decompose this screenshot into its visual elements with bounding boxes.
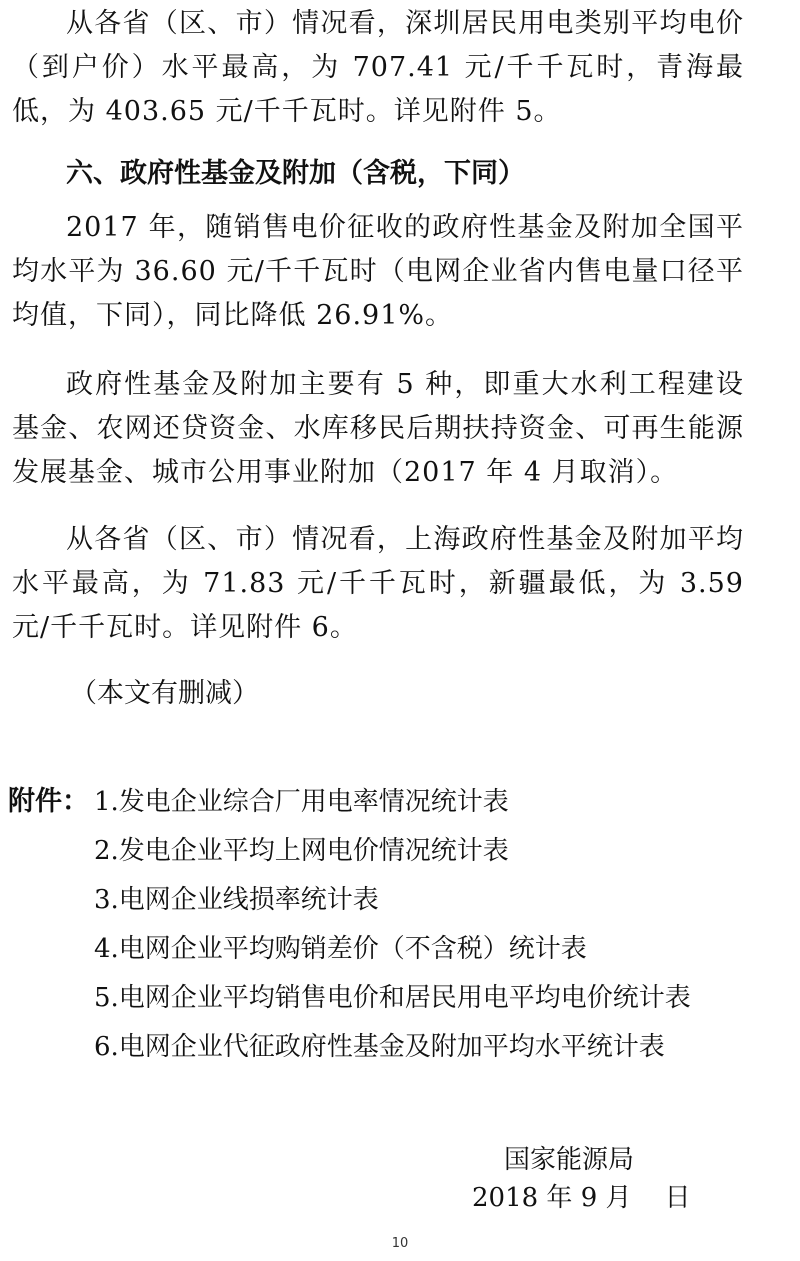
paragraph-fund-by-province: 从各省（区、市）情况看，上海政府性基金及附加平均水平最高，为 71.83 元/千千瓦时，新疆最低，为 3.59 元/千千瓦时。详见附件 6。 — [12, 524, 744, 643]
attachment-item: 2.发电企业平均上网电价情况统计表 — [94, 836, 509, 866]
attachment-item: 6.电网企业代征政府性基金及附加平均水平统计表 — [94, 1032, 665, 1062]
attachments-label: 附件： — [8, 786, 89, 817]
attachment-item: 5.电网企业平均销售电价和居民用电平均电价统计表 — [94, 983, 691, 1013]
signature-date: 2018 年 9 月 日 — [472, 1183, 691, 1213]
abridged-note: （本文有删减） — [70, 678, 259, 709]
attachments-list — [94, 780, 691, 1074]
attachment-item: 4.电网企业平均购销差价（不含税）统计表 — [94, 934, 587, 964]
paragraph-fund-types: 政府性基金及附加主要有 5 种，即重大水利工程建设基金、农网还贷资金、水库移民后期扶持资金、可再生能源发展基金、城市公用事业附加（2017 年 4 月取消）。 — [12, 369, 744, 488]
attachment-item: 1.发电企业综合厂用电率情况统计表 — [94, 787, 509, 817]
paragraph-electricity-price-by-province: 从各省（区、市）情况看，深圳居民用电类别平均电价（到户价）水平最高，为 707.41 元/千千瓦时，青海最低，为 403.65 元/千千瓦时。详见附件 5。 — [12, 8, 744, 127]
attachment-item: 3.电网企业线损率统计表 — [94, 885, 379, 915]
section-heading-government-funds: 六、政府性基金及附加（含税，下同） — [66, 158, 525, 189]
paragraph-national-fund-average: 2017 年，随销售电价征收的政府性基金及附加全国平均水平为 36.60 元/千千瓦时（电网企业省内售电量口径平均值，下同），同比降低 26.91%。 — [12, 212, 744, 331]
signature-organization: 国家能源局 — [504, 1145, 635, 1175]
page-number: 10 — [391, 1236, 409, 1251]
